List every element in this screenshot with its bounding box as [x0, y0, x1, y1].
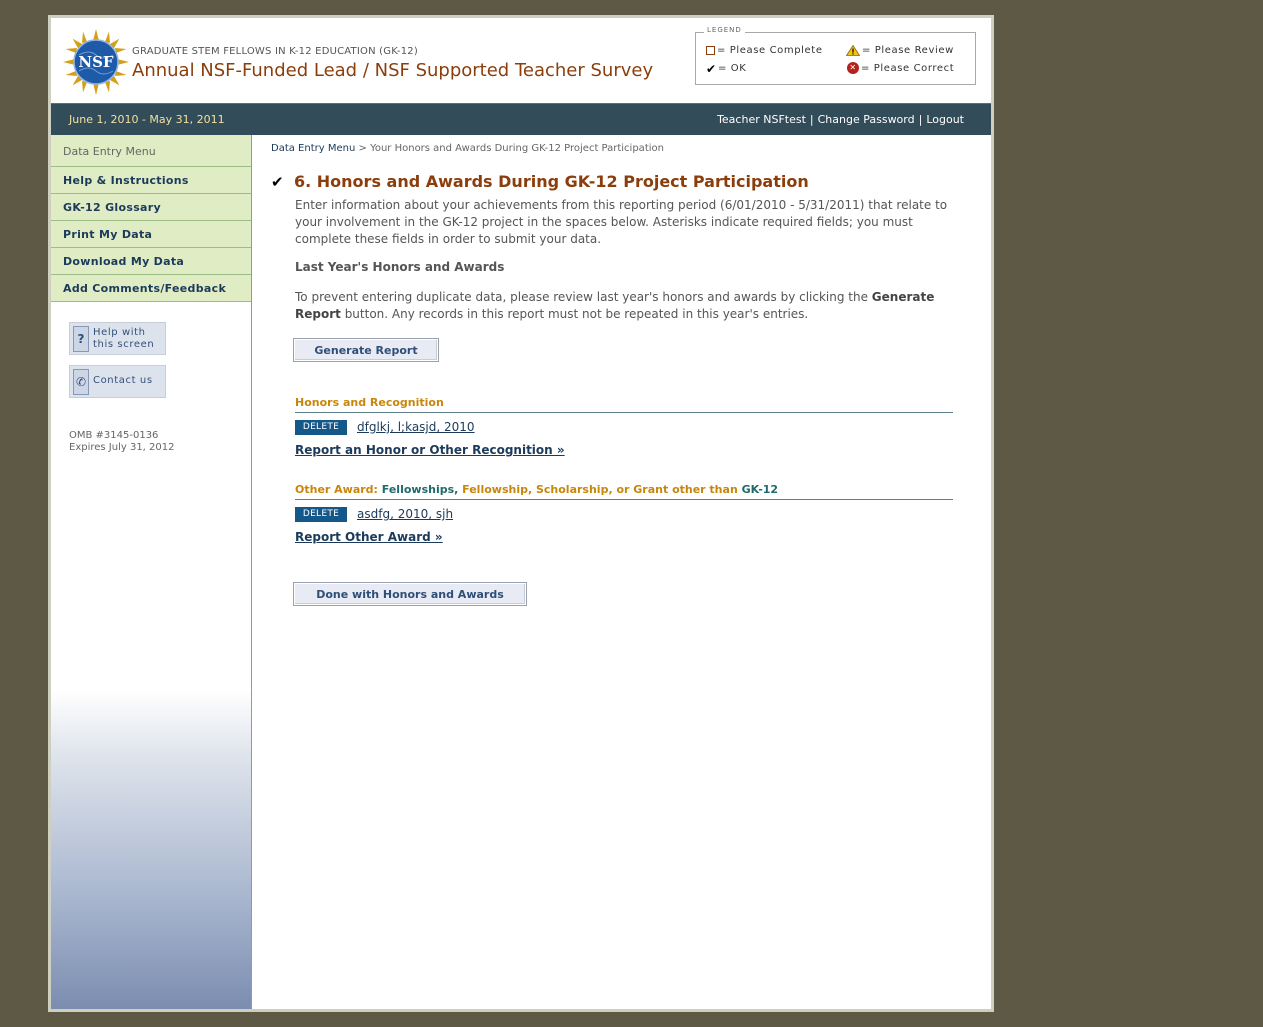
- status-legend: [695, 26, 976, 85]
- separator: |: [918, 113, 923, 126]
- survey-title: Annual NSF-Funded Lead / NSF Supported Teacher Survey: [132, 60, 654, 81]
- omb-expires: Expires July 31, 2012: [69, 442, 175, 453]
- menu-title: Data Entry Menu: [63, 145, 156, 158]
- review-bold: Generate: [871, 290, 935, 304]
- user-links: [717, 113, 964, 126]
- sidebar-item-download-data[interactable]: [51, 248, 251, 275]
- other-award-label: Other Award:: [295, 483, 382, 496]
- logo-text: NSF: [78, 53, 114, 71]
- sidebar-item-label: Add Comments/Feedback: [63, 282, 227, 295]
- legend-please-complete: = Please Complete: [706, 45, 823, 56]
- page-frame: [48, 15, 994, 1012]
- sidebar: [51, 135, 252, 1009]
- main-content: [252, 135, 991, 1009]
- question-mark-icon: ?: [73, 326, 89, 352]
- review-bold: Report: [295, 307, 341, 321]
- breadcrumb-data-entry-menu[interactable]: Data Entry Menu: [271, 143, 356, 154]
- checkmark-icon: ✔: [271, 173, 284, 191]
- help-screen-button[interactable]: [69, 322, 166, 355]
- breadcrumb: [271, 143, 664, 154]
- checkmark-icon: ✔: [706, 61, 717, 76]
- help-button-line2: this screen: [93, 339, 155, 350]
- honor-record-link[interactable]: dfglkj, l;kasjd, 2010: [357, 420, 475, 434]
- done-honors-awards-button[interactable]: Done with Honors and Awards: [293, 582, 527, 606]
- report-other-award-link[interactable]: Report Other Award »: [295, 530, 443, 544]
- nsf-logo: [63, 29, 129, 95]
- reporting-period: June 1, 2010 - May 31, 2011: [69, 113, 225, 126]
- other-award-desc: Fellowship, Scholarship, or Grant other than: [462, 483, 742, 496]
- review-instructions: [295, 289, 970, 323]
- data-entry-menu-link[interactable]: [51, 135, 251, 167]
- sidebar-item-label: GK-12 Glossary: [63, 201, 161, 214]
- delete-button[interactable]: DELETE: [295, 420, 347, 435]
- other-award-section-heading: [295, 483, 953, 500]
- intro-text: Enter information about your achievements from this reporting period (6/01/2010 - 5/31/2011) that relate to your involvement in the GK-12 project in the spaces below. Asterisks indicate required fields; you must complete these fields in order to submit your data.: [295, 198, 948, 246]
- page-title: 6. Honors and Awards During GK-12 Project Participation: [294, 172, 809, 191]
- breadcrumb-current: Your Honors and Awards During GK-12 Project Participation: [370, 143, 664, 154]
- help-button-line1: Help with: [93, 327, 146, 338]
- last-year-heading: Last Year's Honors and Awards: [295, 260, 505, 274]
- report-honor-link[interactable]: Report an Honor or Other Recognition »: [295, 443, 565, 457]
- sidebar-item-help-instructions[interactable]: [51, 167, 251, 194]
- change-password-link[interactable]: Change Password: [817, 113, 915, 126]
- review-text: To prevent entering duplicate data, please review last year's honors and awards by clicking the: [295, 290, 872, 304]
- error-x-icon: ✕: [847, 62, 859, 74]
- top-nav-bar: [51, 103, 991, 135]
- user-profile-link[interactable]: Teacher NSFtest: [717, 113, 806, 126]
- sidebar-item-label: Download My Data: [63, 255, 185, 268]
- breadcrumb-separator: >: [358, 143, 367, 154]
- delete-button[interactable]: DELETE: [295, 507, 347, 522]
- survey-subtitle: GRADUATE STEM FELLOWS IN K-12 EDUCATION (GK-12): [132, 46, 418, 57]
- header: [51, 18, 991, 103]
- phone-icon: ✆: [73, 369, 89, 395]
- sidebar-item-glossary[interactable]: [51, 194, 251, 221]
- page-container: [51, 18, 991, 1009]
- contact-button-label: Contact us: [93, 375, 153, 386]
- logout-link[interactable]: Logout: [926, 113, 964, 126]
- other-award-record-link[interactable]: asdfg, 2010, sjh: [357, 507, 454, 521]
- sidebar-item-comments-feedback[interactable]: [51, 275, 251, 302]
- contact-us-button[interactable]: [69, 365, 166, 398]
- honors-section-heading: Honors and Recognition: [295, 396, 953, 413]
- legend-please-correct: ✕ = Please Correct: [847, 62, 954, 74]
- generate-report-button[interactable]: Generate Report: [293, 338, 439, 362]
- other-award-program: GK-12: [741, 483, 779, 496]
- review-text: button. Any records in this report must not be repeated in this year's entries.: [340, 307, 809, 321]
- legend-title: LEGEND: [704, 26, 745, 34]
- omb-number: OMB #3145-0136: [69, 430, 159, 441]
- warning-icon: [846, 45, 860, 56]
- omb-info: [69, 430, 175, 454]
- sidebar-item-label: Help & Instructions: [63, 174, 189, 187]
- sidebar-item-label: Print My Data: [63, 228, 153, 241]
- other-award-type: Fellowships,: [381, 483, 463, 496]
- empty-box-icon: [706, 46, 715, 55]
- sidebar-item-print-data[interactable]: [51, 221, 251, 248]
- separator: |: [809, 113, 814, 126]
- legend-ok: ✔ = OK: [706, 61, 747, 76]
- legend-please-review: = Please Review: [846, 45, 954, 56]
